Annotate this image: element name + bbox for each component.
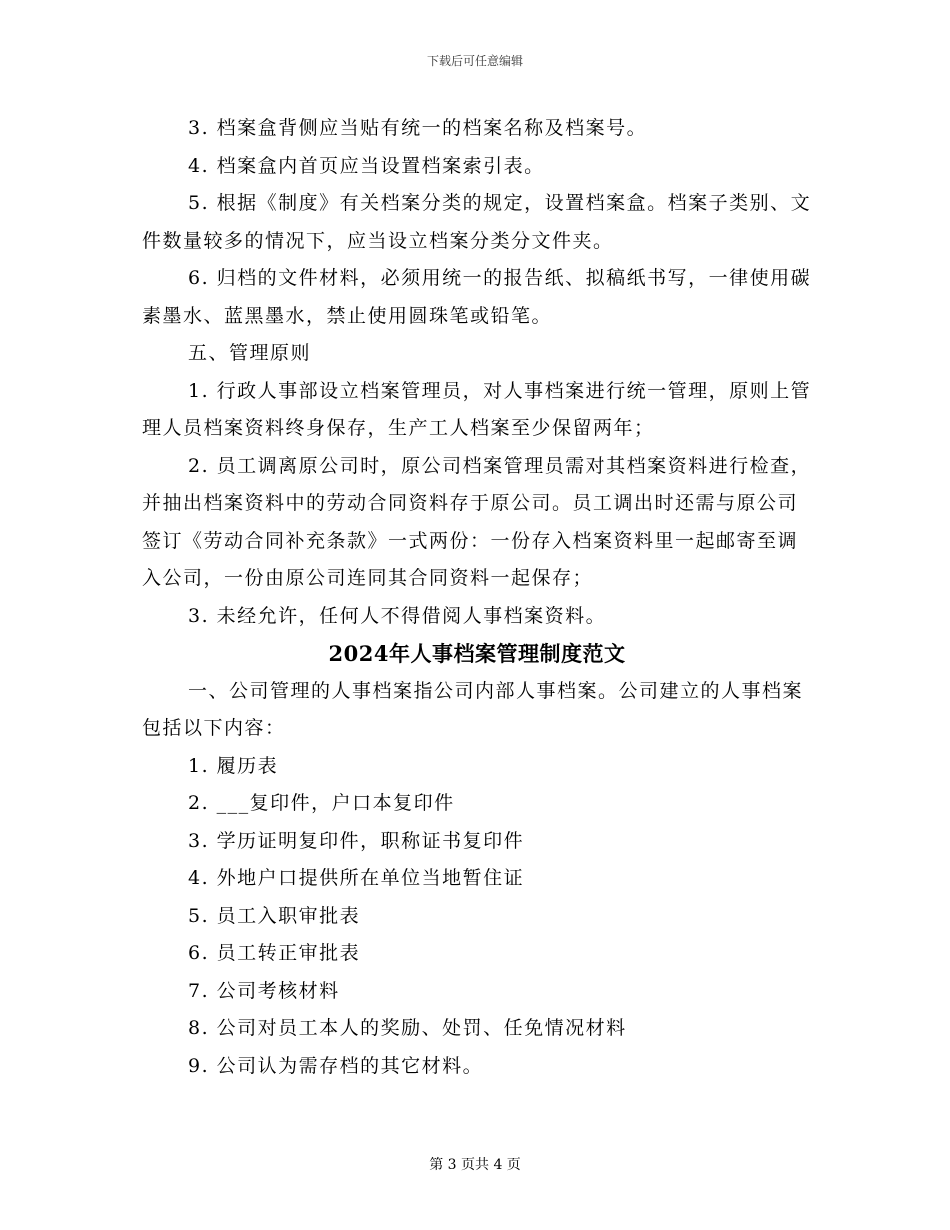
list-item-archive-box-back: 3. 档案盒背侧应当贴有统一的档案名称及档案号。 <box>188 117 648 139</box>
document-body <box>142 110 812 1085</box>
list-item-filing-materials: 6. 归档的文件材料，必须用统一的报告纸、拟稿纸书写，一律使用碳素墨水、蓝黑墨水，禁止使用圆珠笔或铅笔。 <box>142 267 812 327</box>
list-item: 8. 公司对员工本人的奖励、处罚、任免情况材料 <box>188 1017 627 1039</box>
page-header: 下载后可任意编辑 <box>426 54 523 68</box>
section-heading-management-principles: 五、管理原则 <box>188 342 312 364</box>
list-item: 7. 公司考核材料 <box>188 979 340 1002</box>
list-item-archive-administrator: 1. 行政人事部设立档案管理员，对人事档案进行统一管理，原则上管理人员档案资料终身保存，生产工人档案至少保留两年； <box>142 379 812 439</box>
document-title: 2024年人事档案管理制度范文 <box>328 641 626 666</box>
list-item-employee-transfer: 2. 员工调离原公司时，原公司档案管理员需对其档案资料进行检查，并抽出档案资料中的劳动合同资料存于原公司。员工调出时还需与原公司签订《劳动合同补充条款》一式两份：一份存入档案资料里一起邮寄至调入公司，一份由原公司连同其合同资料一起保存； <box>142 454 812 589</box>
page-number: 第 3 页共 4 页 <box>429 1157 521 1173</box>
section-intro-archive-contents: 一、公司管理的人事档案指公司内部人事档案。公司建立的人事档案包括以下内容： <box>142 679 804 739</box>
list-item: 4. 外地户口提供所在单位当地暂住证 <box>188 867 525 889</box>
list-item: 9. 公司认为需存档的其它材料。 <box>188 1054 484 1077</box>
list-item: 3. 学历证明复印件，职称证书复印件 <box>188 829 525 852</box>
list-item-archive-index: 4. 档案盒内首页应当设置档案索引表。 <box>188 154 545 177</box>
list-item: 1. 履历表 <box>188 754 279 777</box>
list-item: 2. ___复印件，户口本复印件 <box>188 792 455 814</box>
list-item: 6. 员工转正审批表 <box>188 942 361 964</box>
list-item: 5. 员工入职审批表 <box>188 904 361 927</box>
list-item-archive-classification: 5. 根据《制度》有关档案分类的规定，设置档案盒。档案子类别、文件数量较多的情况下，应当设立档案分类分文件夹。 <box>142 192 812 252</box>
list-item-no-borrowing: 3. 未经允许，任何人不得借阅人事档案资料。 <box>188 604 607 627</box>
